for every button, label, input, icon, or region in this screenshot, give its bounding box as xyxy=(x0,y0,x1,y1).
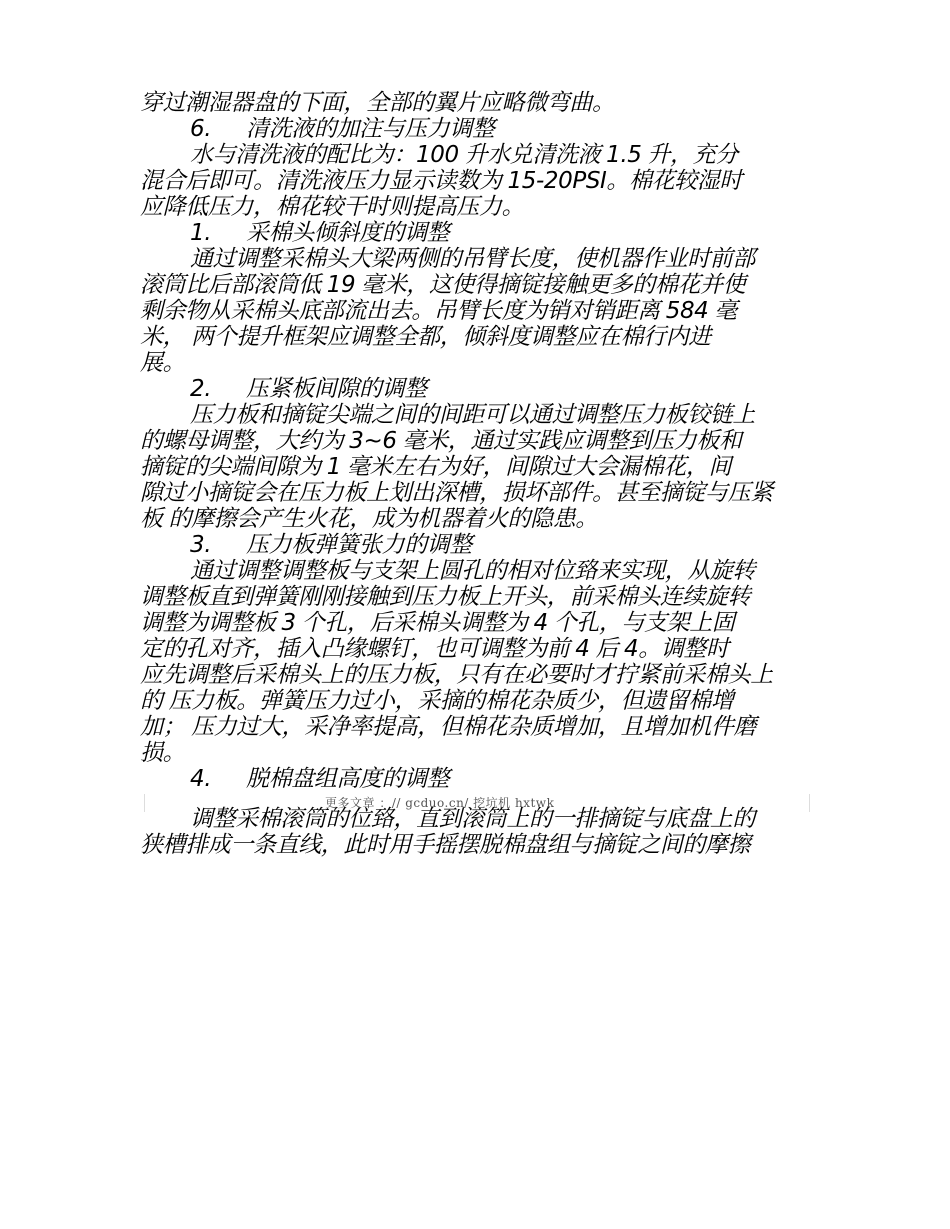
text-line: 展。 xyxy=(140,350,186,376)
section-heading-4 xyxy=(140,766,814,792)
watermark-banner xyxy=(144,794,810,812)
section-title: 清洗液的加注与压力调整 xyxy=(246,116,495,142)
text-line: 板 的摩擦会产生火花，成为机器着火的隐患。 xyxy=(140,506,598,532)
text-line: 的螺母调整，大约为 3~6 毫米，通过实践应调整到压力板和 xyxy=(140,428,742,454)
text-line: 调整采棉滚筒的位臵，直到滚筒上的一排摘锭与底盘上的 xyxy=(190,806,756,832)
section-number: 3. xyxy=(190,532,212,558)
section-title: 脱棉盘组高度的调整 xyxy=(246,766,450,792)
text-line: 的 压力板。弹簧压力过小，采摘的棉花杂质少，但遗留棉增 xyxy=(140,688,734,714)
section-heading-2 xyxy=(140,376,814,402)
section-number: 1. xyxy=(190,220,212,246)
section-title: 压力板弹簧张力的调整 xyxy=(246,532,473,558)
section-title: 采棉头倾斜度的调整 xyxy=(246,220,450,246)
text-line: 定的孔对齐，插入凸缘螺钉，也可调整为前 4 后 4。调整时 xyxy=(140,636,729,662)
text-line: 穿过潮湿器盘的下面，全部的翼片应略微弯曲。 xyxy=(140,90,615,116)
text-line: 应降低压力，棉花较干时则提高压力。 xyxy=(140,194,525,220)
section-number: 4. xyxy=(190,766,212,792)
text-line: 隙过小摘锭会在压力板上划出深槽，损坏部件。甚至摘锭与压紧 xyxy=(140,480,773,506)
text-line: 通过调整调整板与支架上圆孔的相对位臵来实现，从旋转 xyxy=(190,558,756,584)
section-number: 6. xyxy=(190,116,212,142)
document-page xyxy=(140,90,814,858)
text-line: 水与清洗液的配比为：100 升水兑清洗液 1.5 升，充分 xyxy=(190,142,738,168)
text-line: 损。 xyxy=(140,740,186,766)
section-heading-6 xyxy=(140,116,814,142)
section-heading-3 xyxy=(140,532,814,558)
text-line: 压力板和摘锭尖端之间的间距可以通过调整压力板铰链上 xyxy=(190,402,756,428)
text-line: 调整为调整板 3 个孔，后采棉头调整为 4 个孔，与支架上固 xyxy=(140,610,735,636)
section-number: 2. xyxy=(190,376,212,402)
section-heading-1 xyxy=(140,220,814,246)
text-line: 剩余物从采棉头底部流出去。吊臂长度为销对销距离 584 毫 xyxy=(140,298,737,324)
text-line: 狭槽排成一条直线，此时用手摇摆脱棉盘组与摘锭之间的摩擦 xyxy=(140,832,751,858)
watermark-text: 更多文章 ：// gcduo.cn/ 挖坑机 hxtwk xyxy=(325,796,555,810)
text-line: 混合后即可。清洗液压力显示读数为 15-20PSI。棉花较湿时 xyxy=(140,168,742,194)
text-line: 滚筒比后部滚筒低 19 毫米，这使得摘锭接触更多的棉花并使 xyxy=(140,272,746,298)
text-line: 米， 两个提升框架应调整全都，倾斜度调整应在棉行内进 xyxy=(140,324,711,350)
text-line: 通过调整采棉头大梁两侧的吊臂长度，使机器作业时前部 xyxy=(190,246,756,272)
text-line: 调整板直到弹簧刚刚接触到压力板上开头，前采棉头连续旋转 xyxy=(140,584,751,610)
text-line: 应先调整后采棉头上的压力板，只有在必要时才拧紧前采棉头上 xyxy=(140,662,773,688)
text-line: 加； 压力过大，采净率提高，但棉花杂质增加，且增加机件磨 xyxy=(140,714,757,740)
text-line: 摘锭的尖端间隙为 1 毫米左右为好，间隙过大会漏棉花，间 xyxy=(140,454,732,480)
section-title: 压紧板间隙的调整 xyxy=(246,376,427,402)
